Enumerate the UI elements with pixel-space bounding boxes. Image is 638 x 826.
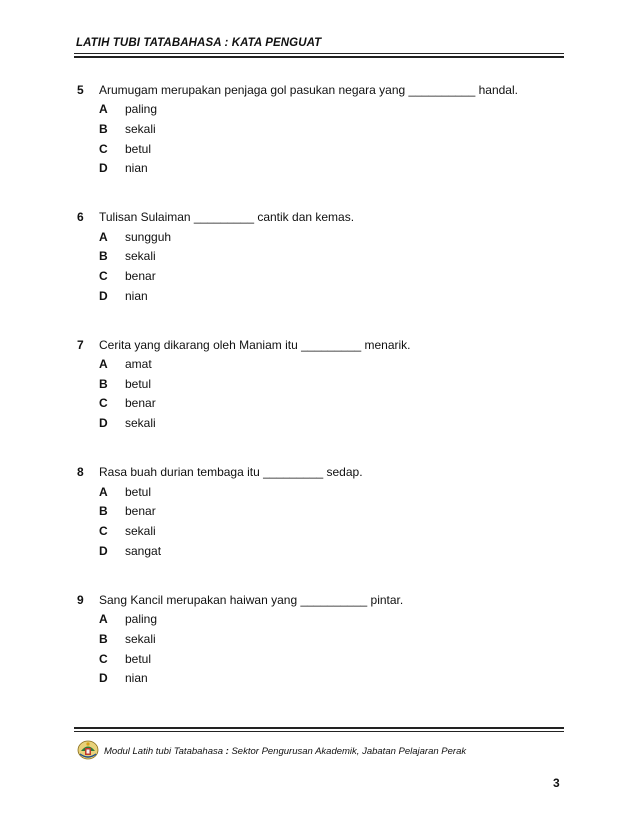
question-number: 7: [77, 338, 84, 352]
question-number: 8: [77, 465, 84, 479]
option-text: benar: [125, 269, 156, 283]
option-text: amat: [125, 357, 152, 371]
option-letter: D: [99, 289, 108, 303]
footer-rule-bottom: [74, 731, 564, 732]
option-text: paling: [125, 102, 158, 116]
header-rule-bottom: [74, 56, 564, 58]
option-text: betul: [125, 142, 152, 156]
option-text: sangat: [125, 544, 162, 558]
option-letter: D: [99, 671, 108, 685]
question-text: Arumugam merupakan penjaga gol pasukan negara yang __________ handal.: [99, 83, 518, 97]
option-text: benar: [125, 396, 156, 410]
option-letter: A: [99, 230, 108, 244]
option-letter: B: [99, 249, 108, 263]
option-text: sungguh: [125, 230, 172, 244]
question-number: 5: [77, 83, 84, 97]
option-text: betul: [125, 485, 152, 499]
option-letter: C: [99, 396, 108, 410]
option-text: nian: [125, 289, 148, 303]
option-text: sekali: [125, 524, 156, 538]
option-letter: B: [99, 632, 108, 646]
option-text: sekali: [125, 249, 156, 263]
footer-rule-top: [74, 727, 564, 729]
option-text: nian: [125, 161, 148, 175]
option-letter: A: [99, 612, 108, 626]
footer-text: [104, 746, 466, 757]
option-text: betul: [125, 377, 152, 391]
question-text: Cerita yang dikarang oleh Maniam itu _________ menarik.: [99, 338, 411, 352]
option-letter: A: [99, 102, 108, 116]
option-letter: D: [99, 544, 108, 558]
footer-org: Sektor Pengurusan Akademik, Jabatan Pelajaran Perak: [231, 746, 467, 757]
question-text: Sang Kancil merupakan haiwan yang __________ pintar.: [99, 593, 404, 607]
question-number: 9: [77, 593, 84, 607]
footer-separator: :: [225, 746, 229, 757]
option-text: benar: [125, 504, 156, 518]
option-text: betul: [125, 652, 152, 666]
header-rule-top: [74, 53, 564, 54]
option-letter: D: [99, 416, 108, 430]
option-letter: C: [99, 142, 108, 156]
question-text: Rasa buah durian tembaga itu _________ sedap.: [99, 465, 363, 479]
option-letter: B: [99, 122, 108, 136]
header-title: LATIH TUBI TATABAHASA : KATA PENGUAT: [76, 37, 322, 49]
page-number: 3: [553, 776, 560, 790]
option-letter: C: [99, 269, 108, 283]
option-letter: A: [99, 357, 108, 371]
question-number: 6: [77, 210, 84, 224]
option-text: sekali: [125, 416, 156, 430]
option-letter: C: [99, 652, 108, 666]
option-letter: B: [99, 377, 108, 391]
option-letter: A: [99, 485, 108, 499]
state-crest-icon: [77, 738, 99, 760]
option-text: nian: [125, 671, 148, 685]
option-letter: D: [99, 161, 108, 175]
footer-module: Modul Latih tubi Tatabahasa: [104, 746, 224, 757]
option-letter: B: [99, 504, 108, 518]
option-letter: C: [99, 524, 108, 538]
option-text: sekali: [125, 122, 156, 136]
option-text: paling: [125, 612, 158, 626]
question-text: Tulisan Sulaiman _________ cantik dan kemas.: [99, 210, 355, 224]
option-text: sekali: [125, 632, 156, 646]
